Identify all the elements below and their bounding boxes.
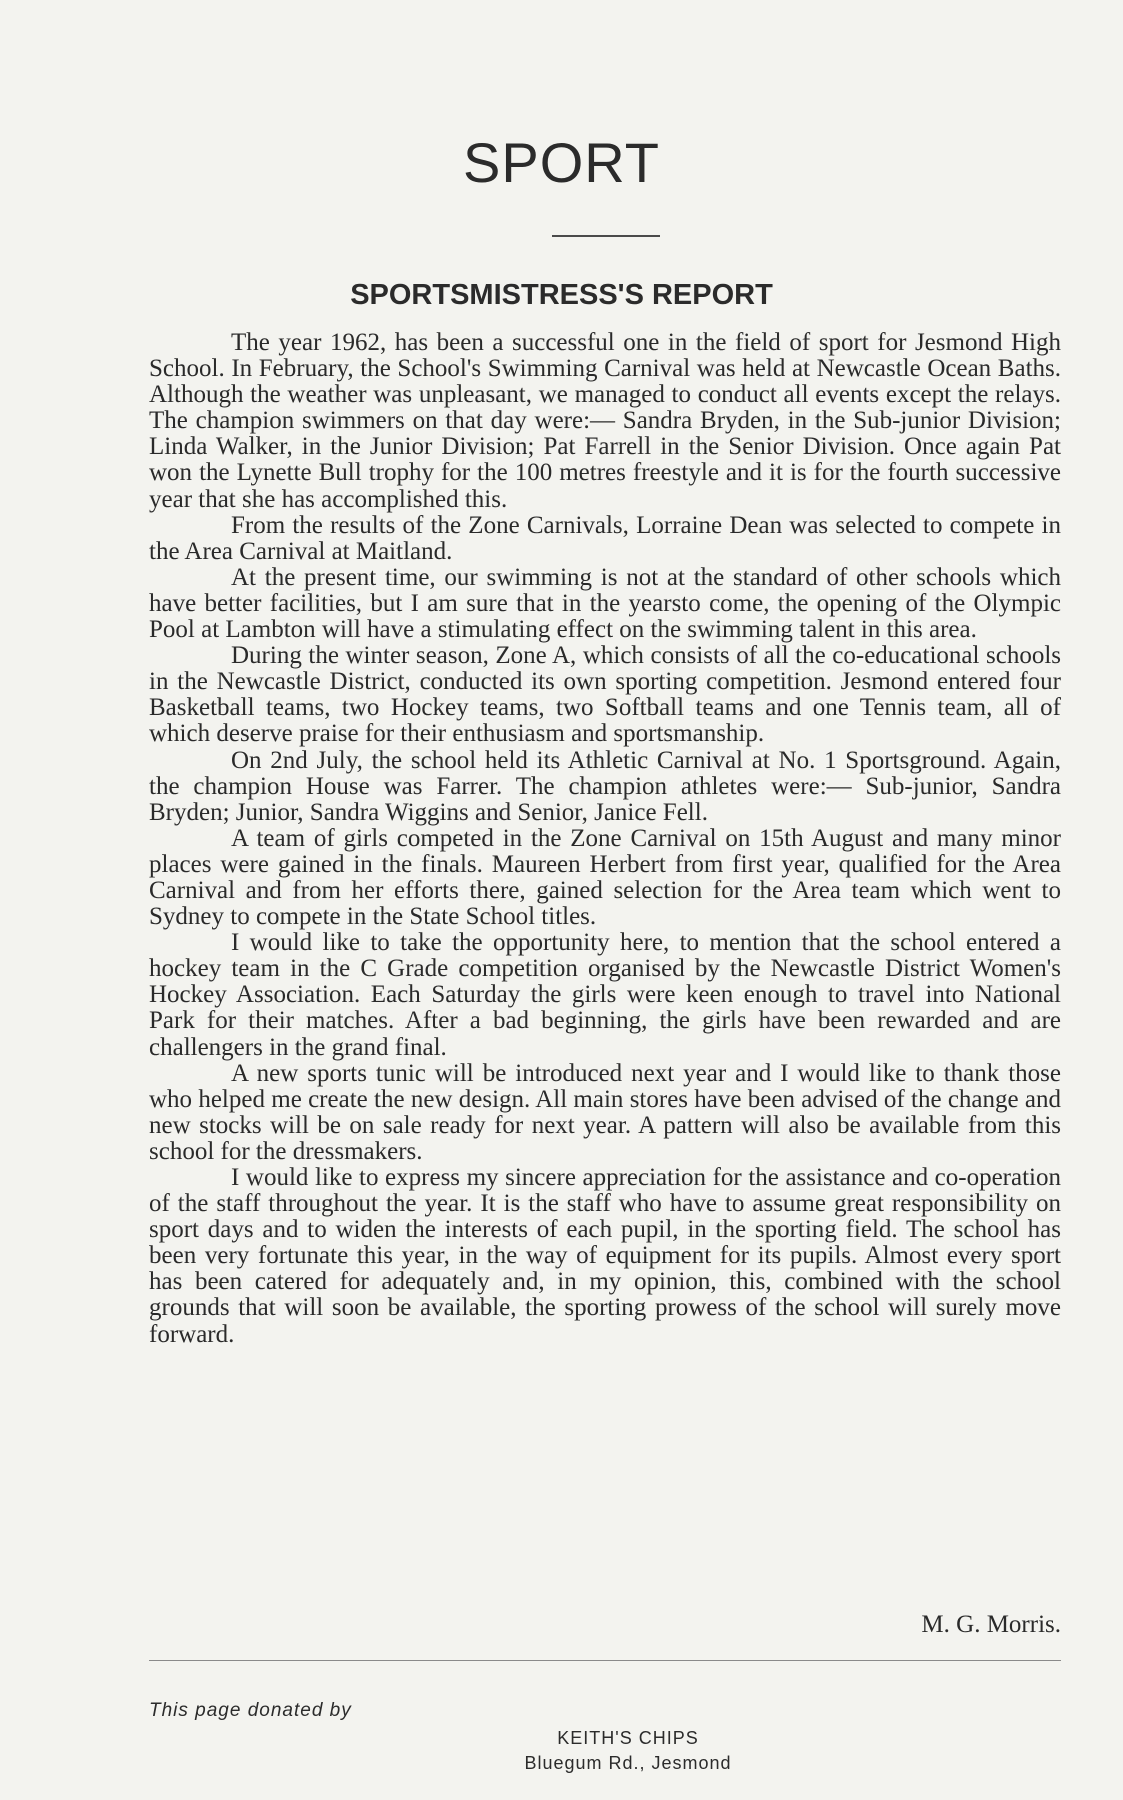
report-paragraph: I would like to take the opportunity here, to mention that the school entered a hockey team in the C Grade competition organised by the Newcastle District Women's Hockey Association. Each Saturday the girls were keen enough to travel into National Park for their matches. After a bad beginning, the girls have been rewarded and are challengers in the grand final. (149, 929, 1061, 1061)
title-divider (552, 235, 660, 237)
report-paragraph: During the winter season, Zone A, which consists of all the co-educational schools in the Newcastle District, conducted its own sporting competition. Jesmond entered four Basketball teams, two Hockey teams, two Softball teams and one Tennis team, all of which deserve praise for their enthusiasm and sportsmanship. (149, 642, 1061, 748)
report-signature: M. G. Morris. (921, 1611, 1061, 1638)
report-paragraph: The year 1962, has been a successful one in the field of sport for Jesmond High School. In February, the School's Swimming Carnival was held at Newcastle Ocean Baths. Although the weather was unpleasant, we managed to conduct all events except the relays. The champion swimmers on that day were:— Sandra Bryden, in the Sub-junior Division; Linda Walker, in the Junior Division; Pat Farrell in the Senior Division. Once again Pat won the Lynette Bull trophy for the 100 metres freestyle and it is for the fourth successive year that she has accomplished this. (149, 329, 1061, 513)
report-paragraph: At the present time, our swimming is not at the standard of other schools which have better facilities, but I am sure that in the yearsto come, the opening of the Olympic Pool at Lambton will have a stimulating effect on the swimming talent in this area. (149, 563, 1061, 644)
page-title: SPORT (463, 131, 660, 194)
report-paragraph: A new sports tunic will be introduced next year and I would like to thank those who helped me create the new design. All main stores have been advised of the change and new stocks will be on sale ready for next year. A pattern will also be available from this school for the dressmakers. (149, 1059, 1061, 1165)
report-paragraph: On 2nd July, the school held its Athletic Carnival at No. 1 Sportsground. Again, the champion House was Farrer. The champion athletes were:— Sub-junior, Sandra Bryden; Junior, Sandra Wiggins and Senior, Janice Fell. (149, 746, 1061, 826)
footer-divider (149, 1660, 1061, 1661)
sponsor-block (0, 1726, 1123, 1776)
report-heading: SPORTSMISTRESS'S REPORT (350, 279, 773, 311)
sponsor-address: Bluegum Rd., Jesmond (524, 1753, 732, 1773)
report-paragraph: From the results of the Zone Carnivals, Lorraine Dean was selected to compete in the Area Carnival at Maitland. (149, 511, 1061, 565)
report-paragraph: A team of girls competed in the Zone Carnival on 15th August and many minor places were gained in the finals. Maureen Herbert from first year, qualified for the Area Carnival and from her efforts there, gained selection for the Area team which went to Sydney to compete in the State School titles. (149, 824, 1061, 931)
report-paragraph: I would like to express my sincere appreciation for the assistance and co-operation of the staff throughout the year. It is the staff who have to assume great responsibility on sport days and to widen the interests of each pupil, in the sporting field. The school has been very fortunate this year, in the way of equipment for its pupils. Almost every sport has been catered for adequately and, in my opinion, this, combined with the school grounds that will soon be available, the sporting prowess of the school will surely move forward. (149, 1164, 1061, 1348)
donated-label: This page donated by (149, 1700, 352, 1721)
report-body (149, 330, 1061, 1348)
sponsor-name: KEITH'S CHIPS (557, 1728, 699, 1748)
